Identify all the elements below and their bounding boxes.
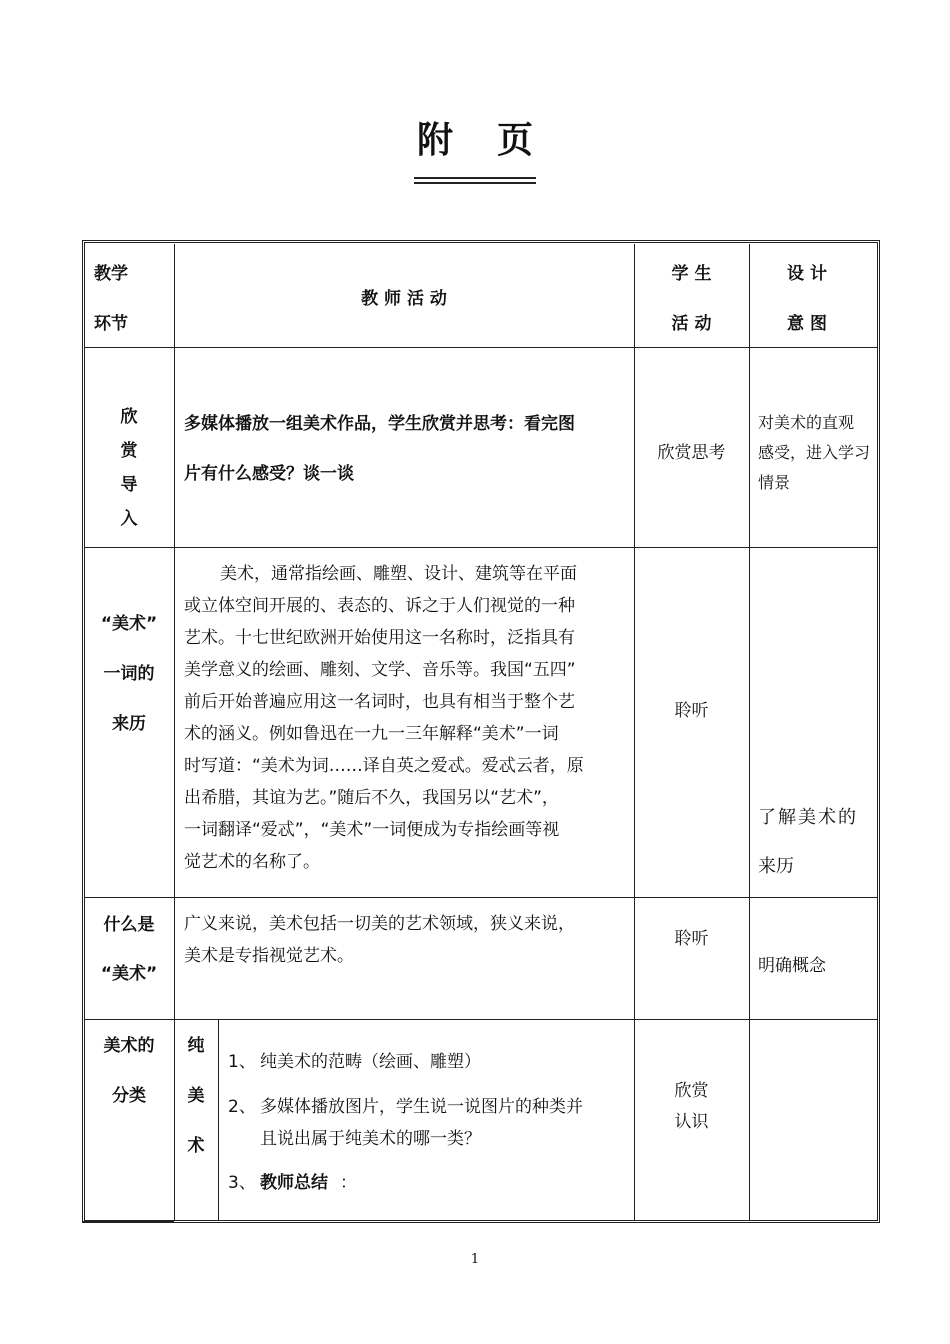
header-student-line2: 活 动 [671, 314, 712, 334]
header-intent-line1: 设 计 [787, 264, 827, 284]
origin-text-line7: 时写道：“美术为词……译自英之爱忒。爱忒云者，原 [184, 756, 584, 776]
intent-line3: 情景 [758, 473, 791, 492]
origin-text-line6: 术的涵义。例如鲁迅在一九一三年解释“美术”一词 [184, 724, 559, 744]
stage-what-is-1: 什么是 [103, 915, 155, 935]
list-item-number: 3、 [228, 1173, 256, 1193]
intent-clarify: 明确概念 [758, 956, 826, 976]
list-item-number: 2、 [228, 1097, 256, 1117]
intent-origin-line2: 来历 [758, 856, 794, 877]
header-stage-line2: 环节 [94, 314, 128, 334]
stage-origin-2: 一词的 [103, 664, 155, 684]
title-underline [414, 177, 536, 179]
stage-origin-1: “美术” [100, 614, 158, 634]
teacher-activity-line1: 多媒体播放一组美术作品，学生欣赏并思考：看完图 [184, 414, 575, 434]
list-item-text: 教师总结 [260, 1173, 328, 1193]
intent-line1: 对美术的直观 [758, 413, 855, 432]
stage-classification-2: 分类 [112, 1086, 146, 1106]
stage-appreciation-1: 欣 [120, 407, 138, 427]
student-appreciate-2: 认识 [674, 1112, 709, 1132]
origin-text-line1: 美术，通常指绘画、雕塑、设计、建筑等在平面 [220, 564, 577, 584]
origin-text-line4: 美学意义的绘画、雕刻、文学、音乐等。我国“五四” [184, 660, 576, 680]
student-appreciate-1: 欣赏 [674, 1081, 709, 1101]
stage-what-is-2: “美术” [100, 964, 158, 984]
origin-text-line10: 觉艺术的名称了。 [184, 852, 320, 872]
stage-origin-3: 来历 [112, 714, 146, 734]
page-title: 附页 [416, 120, 577, 161]
origin-text-line2: 或立体空间开展的、表态的、诉之于人们视觉的一种 [184, 596, 575, 616]
origin-text-line8: 出希腊，其谊为艺。”随后不久，我国另以“艺术”， [184, 788, 559, 808]
stage-appreciation-2: 赏 [120, 441, 138, 461]
stage-appreciation-4: 入 [120, 509, 138, 529]
list-item-text-cont: 且说出属于纯美术的哪一类？ [260, 1129, 481, 1149]
list-item-text: 多媒体播放图片，学生说一说图片的种类并 [260, 1097, 583, 1117]
student-listen-definition: 聆听 [674, 929, 709, 949]
subcat-pure-2: 美 [187, 1086, 205, 1106]
definition-line2: 美术是专指视觉艺术。 [184, 946, 354, 966]
stage-appreciation-3: 导 [120, 475, 138, 495]
list-item-text: 纯美术的范畴（绘画、雕塑） [260, 1052, 481, 1072]
teacher-activity-line2: 片有什么感受？谈一谈 [184, 464, 354, 484]
table-bottom-stub [82, 1221, 174, 1223]
definition-line1: 广义来说，美术包括一切美的艺术领域，狭义来说， [184, 914, 575, 934]
origin-text-line9: 一词翻译“爱忒”，“美术”一词便成为专指绘画等视 [184, 820, 560, 840]
list-item-tail: ： [340, 1173, 357, 1193]
title-underline-second [414, 182, 536, 184]
header-teacher-activity: 教 师 活 动 [361, 289, 447, 309]
page-number: 1 [470, 1252, 480, 1267]
student-listen-origin: 聆听 [674, 701, 709, 721]
origin-text-line3: 艺术。十七世纪欧洲开始使用这一名称时，泛指具有 [184, 628, 575, 648]
intent-origin-line1: 了解美术的 [758, 807, 858, 828]
origin-text-line5: 前后开始普遍应用这一名词时，也具有相当于整个艺 [184, 692, 575, 712]
student-activity: 欣赏思考 [657, 443, 726, 463]
subcat-pure-3: 术 [187, 1136, 205, 1156]
header-student-line1: 学 生 [671, 264, 712, 284]
stage-classification-1: 美术的 [103, 1036, 155, 1056]
subcat-pure-1: 纯 [187, 1036, 205, 1056]
header-intent-line2: 意 图 [787, 314, 827, 334]
header-stage-line1: 教学 [94, 264, 128, 284]
list-item-number: 1、 [228, 1052, 256, 1072]
intent-line2: 感受，进入学习 [758, 443, 871, 462]
